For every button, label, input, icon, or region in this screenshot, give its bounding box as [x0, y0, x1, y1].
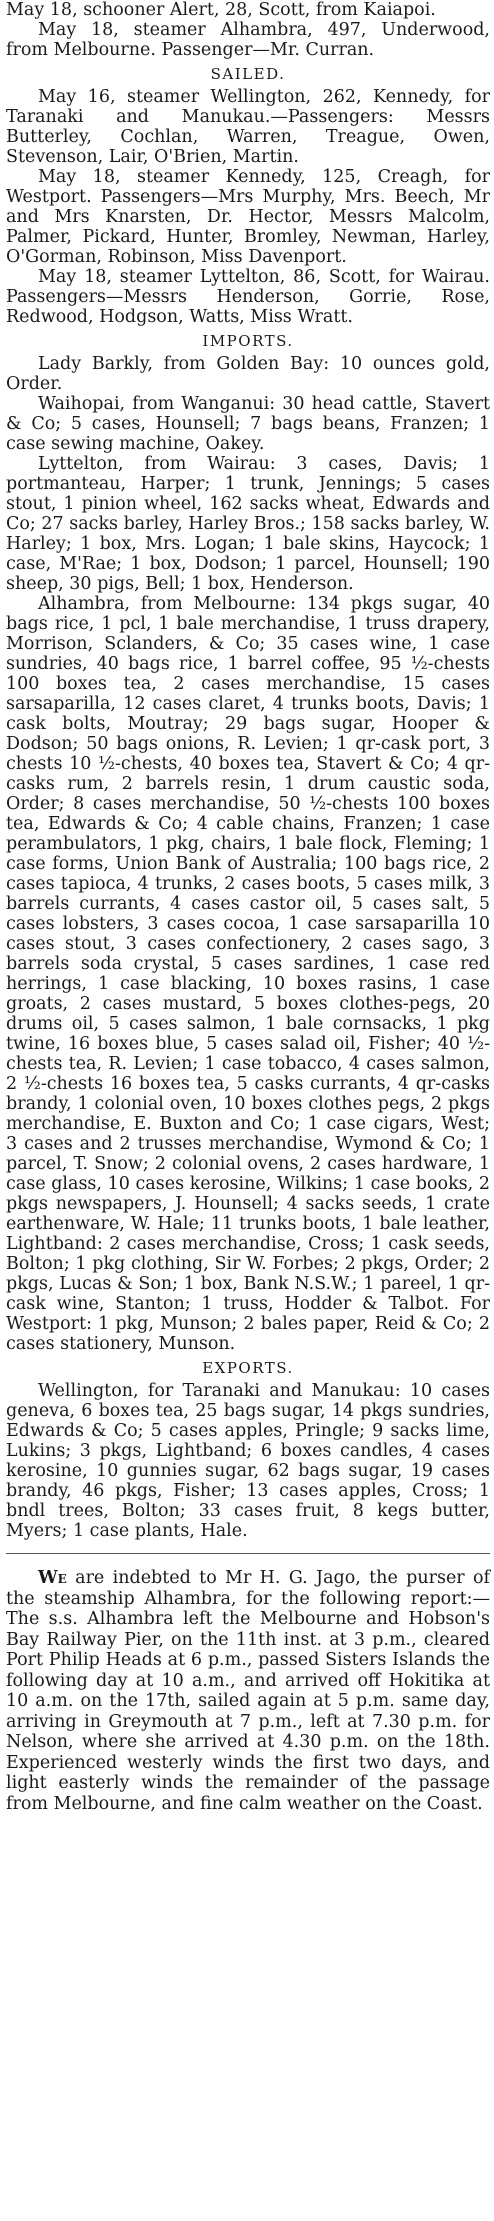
purser-report — [6, 1568, 490, 1814]
sailed-entry: May 18, steamer Kennedy, 125, Creagh, for Westport. Passengers—Mrs Murphy, Mrs. Beech, Mr and Mrs Knarsten, Dr. Hector, Messrs Malcolm, Palmer, Pickard, Hunter, Bromley, Newman, Harley, O'Gorman, Robinson, Miss Davenport. — [6, 167, 490, 267]
export-entry: Wellington, for Taranaki and Manukau: 10 cases geneva, 6 boxes tea, 25 bags sugar, 14 pkgs sundries, Edwards & Co; 5 cases apples, Pringle; 9 sacks lime, Lukins; 3 pkgs, Lightband; 6 boxes candles, 4 cases kerosine, 10 gunnies sugar, 62 bags sugar, 19 cases brandy, 46 pkgs, Fisher; 13 cases apples, Cross; 1 bndl trees, Bolton; 33 cases fruit, 8 kegs butter, Myers; 1 case plants, Hale. — [6, 1381, 490, 1541]
sailed-entry: May 18, steamer Lyttelton, 86, Scott, for Wairau. Passengers—Messrs Henderson, Gorrie, Rose, Redwood, Hodgson, Watts, Miss Wratt. — [6, 267, 490, 327]
import-entry: Alhambra, from Melbourne: 134 pkgs sugar, 40 bags rice, 1 pcl, 1 bale merchandise, 1 truss drapery, Morrison, Sclanders, & Co; 35 cases wine, 1 case sundries, 40 bags rice, 1 barrel coffee, 95 ½-chests 100 boxes tea, 2 cases merchandise, 15 cases sarsaparilla, 12 cases claret, 4 trunks boots, Davis; 1 cask bolts, Moutray; 29 bags sugar, Hooper & Dodson; 50 bags onions, R. Levien; 1 qr-cask port, 3 chests 10 ½-chests, 40 boxes tea, Stavert & Co; 4 qr-casks rum, 2 barrels resin, 1 drum caustic soda, Order; 8 cases merchandise, 50 ½-chests 100 boxes tea, Edwards & Co; 4 cable chains, Franzen; 1 case perambulators, 1 pkg, chairs, 1 bale flock, Fleming; 1 case forms, Union Bank of Australia; 100 bags rice, 2 cases tapioca, 4 trunks, 2 cases boots, 5 cases milk, 3 barrels currants, 4 cases castor oil, 5 cases salt, 5 cases lobsters, 3 cases cocoa, 1 case sarsaparilla 10 cases stout, 3 cases confectionery, 2 cases sago, 3 barrels soda crystal, 5 cases sardines, 1 case red herrings, 1 case blacking, 10 boxes rasins, 1 case groats, 2 cases mustard, 5 boxes clothes-pegs, 20 drums oil, 5 cases salmon, 1 bale cornsacks, 1 pkg twine, 16 boxes blue, 5 cases salad oil, Fisher; 40 ½-chests tea, R. Levien; 1 case tobacco, 4 cases salmon, 2 ½-chests 16 boxes tea, 5 casks currants, 4 qr-casks brandy, 1 colonial oven, 10 boxes clothes pegs, 2 pkgs merchandise, E. Buxton and Co; 1 case cigars, West; 3 cases and 2 trusses merchandise, Wymond & Co; 1 parcel, T. Snow; 2 colonial ovens, 2 cases hardware, 1 case glass, 10 cases kerosine, Wilkins; 1 case books, 2 pkgs newspapers, J. Hounsell; 4 sacks seeds, 1 crate earthenware, W. Hale; 11 trunks boots, 1 bale leather, Lightband: 2 cases merchandise, Cross; 1 cask seeds, Bolton; 1 pkg clothing, Sir W. Forbes; 2 pkgs, Order; 2 pkgs, Lucas & Son; 1 box, Bank N.S.W.; 1 pareel, 1 qr-cask wine, Stanton; 1 truss, Hodder & Talbot. For Westport: 1 pkg, Munson; 2 bales paper, Reid & Co; 2 cases stationery, Munson. — [6, 594, 490, 1354]
arrival-entry: May 18, steamer Alhambra, 497, Underwood, from Melbourne. Passenger—Mr. Curran. — [6, 20, 490, 60]
import-entry: Lady Barkly, from Golden Bay: 10 ounces gold, Order. — [6, 354, 490, 394]
sailed-section — [6, 63, 490, 327]
import-entry: Lyttelton, from Wairau: 3 cases, Davis; 1 portmanteau, Harper; 1 trunk, Jennings; 5 cases stout, 1 pinion wheel, 162 sacks wheat, Edwards and Co; 27 sacks barley, Harley Bros.; 158 sacks barley, W. Harley; 1 box, Mrs. Logan; 1 bale skins, Haycock; 1 case, M'Rae; 1 box, Dodson; 1 parcel, Hounsell; 190 sheep, 30 pigs, Bell; 1 box, Henderson. — [6, 454, 490, 594]
exports-section — [6, 1357, 490, 1541]
imports-section — [6, 330, 490, 1354]
sailed-heading: SAILED. — [210, 65, 286, 83]
report-lead-word: We — [38, 1568, 67, 1588]
sailed-entry: May 16, steamer Wellington, 262, Kennedy, for Taranaki and Manukau.—Passengers: Messrs Butterley, Cochlan, Warren, Treague, Owen, Stevenson, Lair, O'Brien, Martin. — [6, 87, 490, 167]
arrived-section — [6, 0, 490, 60]
import-entry: Waihopai, from Wanganui: 30 head cattle, Stavert & Co; 5 cases, Hounsell; 7 bags beans, Franzen; 1 case sewing machine, Oakey. — [6, 394, 490, 454]
report-paragraph — [6, 1568, 490, 1814]
exports-heading: EXPORTS. — [202, 1359, 294, 1377]
section-divider — [6, 1553, 490, 1554]
arrival-entry: May 18, schooner Alert, 28, Scott, from Kaiapoi. — [6, 0, 436, 20]
report-text: are indebted to Mr H. G. Jago, the purser of the steamship Alhambra, for the following report:—The s.s. Alhambra left the Melbourne and Hobson's Bay Railway Pier, on the 11th inst. at 3 p.m., cleared Port Philip Heads at 6 p.m., passed Sisters Islands the following day at 10 a.m., and arrived off Hokitika at 10 a.m. on the 17th, sailed again at 5 p.m. same day, arriving in Greymouth at 7 p.m., left at 7.30 p.m. for Nelson, where she arrived at 4.30 p.m. on the 18th. Experienced westerly winds the first two days, and light easterly winds the remainder of the passage from Melbourne, and fine calm weather on the Coast. — [6, 1568, 490, 1814]
imports-heading: IMPORTS. — [202, 332, 294, 350]
